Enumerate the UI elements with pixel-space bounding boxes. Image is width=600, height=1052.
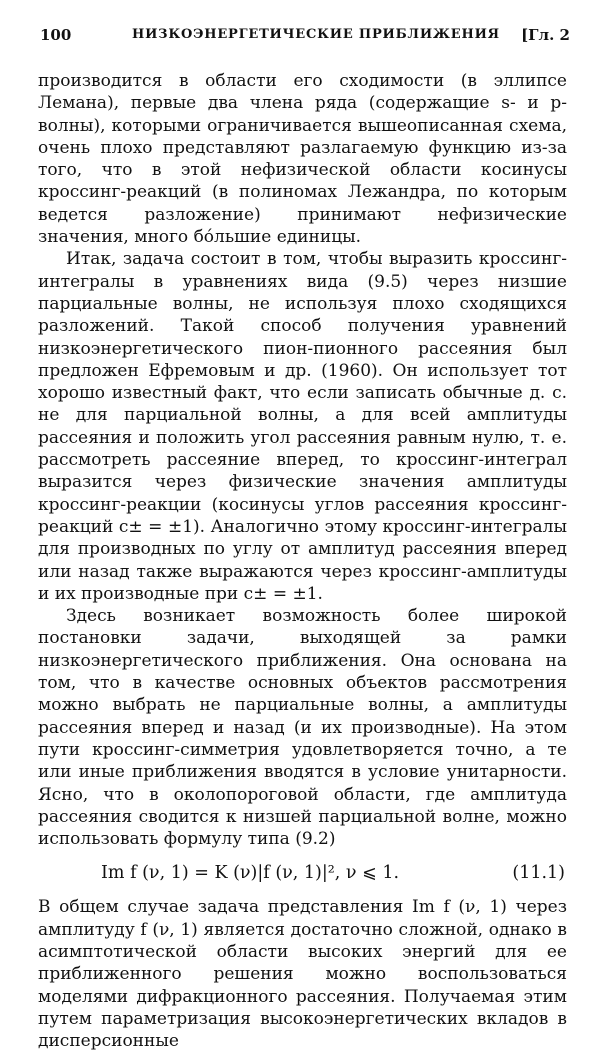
running-title: НИЗКОЭНЕРГЕТИЧЕСКИЕ ПРИБЛИЖЕНИЯ: [132, 27, 500, 42]
page-number: 100: [40, 26, 72, 44]
equation-11-1: [38, 853, 567, 891]
running-header: [40, 26, 570, 54]
page-body: [38, 70, 567, 1052]
paragraph-broader-formulation: Здесь возникает возможность более широкой постановки задачи, выходящей за рамки низкоэнергетического приближения. Она основана на том, что в качестве основных объектов рассмотрения можно выбрать не парциальные волны, а амплитуды рассеяния вперед и назад (и их производные). На этом пути кроссинг-симметрия удовлетворяется точно, а те или иные приближения вводятся в условие унитарности. Ясно, что в околопороговой области, где амплитуда рассеяния сводится к низшей парциальной волне, можно использовать формулу типа (9.2): [38, 606, 567, 850]
chapter-label: [Гл. 2: [521, 26, 570, 44]
equation-number: (11.1): [512, 863, 565, 884]
paragraph-general-case: В общем случае задача представления Im f (ν, 1) через амплитуду f (ν, 1) является достаточно сложной, однако в асимптотической области высоких энергий для ее приближенного решения можно воспользоваться моделями дифракционного рассеяния. Получаемая этим путем параметризация высокоэнергетических вкладов в дисперсионные: [38, 897, 567, 1052]
equation-expression: Im f (ν, 1) = K (ν)|f (ν, 1)|², ν ⩽ 1.: [101, 863, 400, 884]
paragraph-crossing-integrals: Итак, задача состоит в том, чтобы выразить кроссинг-интегралы в уравнениях вида (9.5) через низшие парциальные волны, не используя плохо сходящихся разложений. Такой способ получения уравнений низкоэнергетического пион-пионного рассеяния был предложен Ефремовым и др. (1960). Он использует тот хорошо известный факт, что если записать обычные д. с. не для парциальной волны, а для всей амплитуды рассеяния и положить угол рассеяния равным нулю, т. е. рассмотреть рассеяние вперед, то кроссинг-интеграл выразится через физические значения амплитуды кроссинг-реакции (косинусы углов рассеяния кроссинг-реакций c± = ±1). Аналогично этому кроссинг-интегралы для производных по углу от амплитуд рассеяния вперед или назад также выражаются через кроссинг-амплитуды и их производные при c± = ±1.: [38, 249, 567, 604]
paragraph-continuation: производится в области его сходимости (в эллипсе Лемана), первые два члена ряда (содержащие s- и p-волны), которыми ограничивается вышеописанная схема, очень плохо представляют разлагаемую функцию из-за того, что в этой нефизической области косинусы кроссинг-реакций (в полиномах Лежандра, по которым ведется разложение) принимают нефизические значения, много бо́льшие единицы.: [38, 71, 567, 248]
